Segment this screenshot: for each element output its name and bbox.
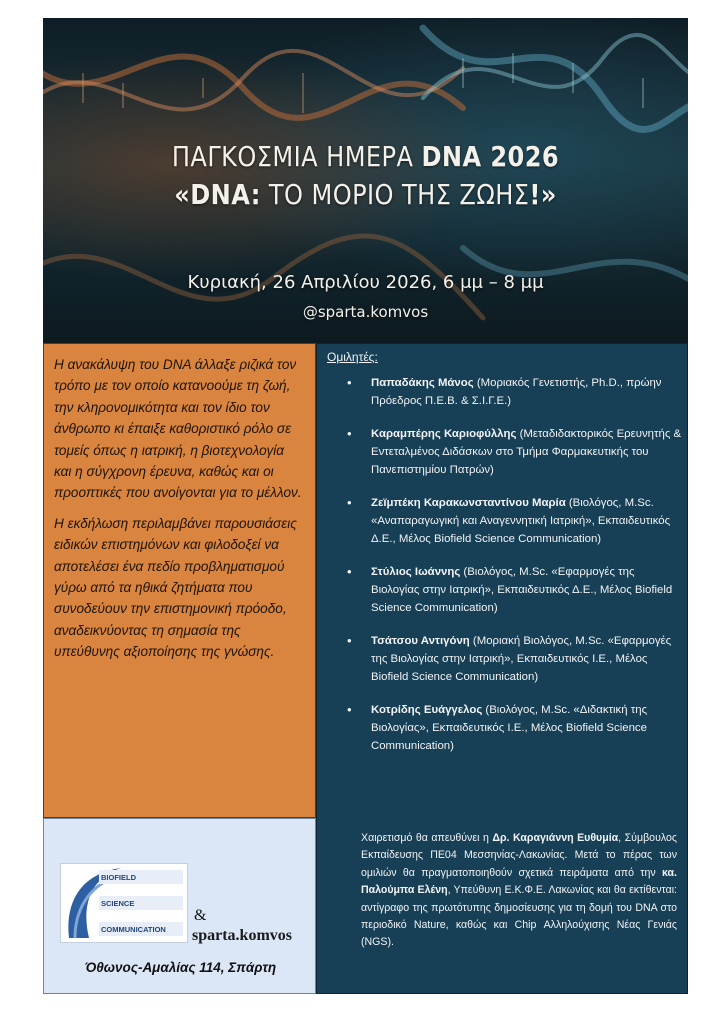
intro-box (43, 343, 316, 818)
speaker-desc: (Βιολόγος, M.Sc. «Αναπαραγωγική και Αναγεννητική Ιατρική», Εκπαιδευτικός Δ.Ε., Μέλος Biofield Science Communication) (371, 497, 671, 545)
speakers-panel (316, 343, 688, 994)
logo-text-science: SCIENCE (101, 899, 135, 908)
speakers-list (327, 374, 683, 770)
logo-text-biofield: BIOFIELD (101, 873, 136, 882)
intro-paragraph-2: Η εκδήλωση περιλαμβάνει παρουσιάσεις ειδικών επιστημόνων και φιλοδοξεί να αποτελέσει ένα πεδίο προβληματισμού γύρω από τα ηθικά ζητήματα που συνοδεύουν την επιστημονική πρόοδο, αναδεικνύοντας τη σημασία της υπεύθυνης αξιοποίησης της γνώσης. (54, 515, 297, 660)
list-item (327, 494, 683, 548)
biofield-logo (60, 863, 188, 943)
venue-address: Όθωνος-Αμαλίας 114, Σπάρτη (84, 960, 277, 975)
speaker-desc: (Βιολόγος, M.Sc. «Εφαρμογές της Βιολογίας στην Ιατρική», Εκπαιδευτικός Δ.Ε., Μέλος Biofield Science Communication) (371, 566, 673, 614)
list-item (327, 701, 683, 755)
list-item (327, 374, 683, 410)
closing-paragraph: Χαιρετισμό θα απευθύνει η Δρ. Καραγιάννη Ευθυμία, Σύμβουλος Εκπαίδευσης ΠΕ04 Μεσσηνίας-Λακωνίας. Μετά το πέρας των ομιλιών θα πραγματοποιηθούν σχετικά πειράματα από την κα. Παλούμπα Ελένη, Υπεύθυνη Ε.Κ.Φ.Ε. Λακωνίας και θα εκτίθενται: αντίγραφο της πρωτότυπης δημοσίευσης για τη δομή του DNA στο περιοδικό Nature, καθώς και Chip Αλληλούχισης Νέας Γενιάς (NGS). (361, 832, 677, 949)
organizer-box (43, 818, 316, 994)
speaker-name: Καραμπέρης Καριοφύλλης (371, 428, 517, 440)
list-item (327, 425, 683, 479)
list-item (327, 632, 683, 686)
speaker-desc: (Μεταδιδακτορικός Ερευνητής & Εντεταλμένος Διδάσκων στο Τμήμα Φαρμακευτικής του Πανεπιστημίου Πατρών) (371, 428, 682, 476)
ampersand: & (194, 907, 207, 924)
speaker-name: Τσάτσου Αντιγόνη (371, 635, 470, 647)
speaker-name: Παπαδάκης Μάνος (371, 377, 474, 389)
social-handle: @sparta.komvos (302, 303, 429, 321)
partner-name: sparta.komvos (192, 927, 293, 944)
banner-title-line1: ΠΑΓΚΟΣΜΙΑ ΗΜΕΡΑ DNA 2026 (171, 140, 560, 173)
speaker-desc: (Βιολόγος, M.Sc. «Διδακτική της Βιολογίας», Εκπαιδευτικός Ι.Ε., Μέλος Biofield Science Communication) (371, 704, 648, 752)
speaker-name: Ζεϊμπέκη Καρακωνσταντίνου Μαρία (371, 497, 566, 509)
banner-title-line2: «DNA: ΤΟ ΜΟΡΙΟ ΤΗΣ ΖΩΗΣ!» (174, 178, 557, 211)
logo-text-communication: COMMUNICATION (101, 925, 166, 934)
speaker-desc: (Μοριακή Βιολόγος, M.Sc. «Εφαρμογές της Βιολογίας στην Ιατρική», Εκπαιδευτικός Ι.Ε., Μέλος Biofield Science Communication) (371, 635, 672, 683)
intro-paragraph-1: Η ανακάλυψη του DNA άλλαξε ριζικά τον τρόπο με τον οποίο κατανοούμε τη ζωή, την κληρονομικότητα και τον ίδιο τον άνθρωπο κι έπαιξε καθοριστικό ρόλο σε τομείς όπως η ιατρική, η βιοτεχνολογία και η σύγχρονη έρευνα, καθώς και οι προοπτικές που ανοίγονται για το μέλλον. (54, 357, 302, 501)
speaker-desc: (Μοριακός Γενετιστής, Ph.D., πρώην Πρόεδρος Π.Ε.Β. & Σ.Ι.Γ.Ε.) (371, 377, 662, 407)
event-date: Κυριακή, 26 Απριλίου 2026, 6 μμ – 8 μμ (187, 272, 544, 293)
speaker-name: Κοτρίδης Ευάγγελος (371, 704, 483, 716)
list-item (327, 563, 683, 617)
speakers-heading: Ομιλητές: (327, 350, 378, 364)
speaker-name: Στύλιος Ιωάννης (371, 566, 461, 578)
hero-banner (43, 18, 688, 343)
